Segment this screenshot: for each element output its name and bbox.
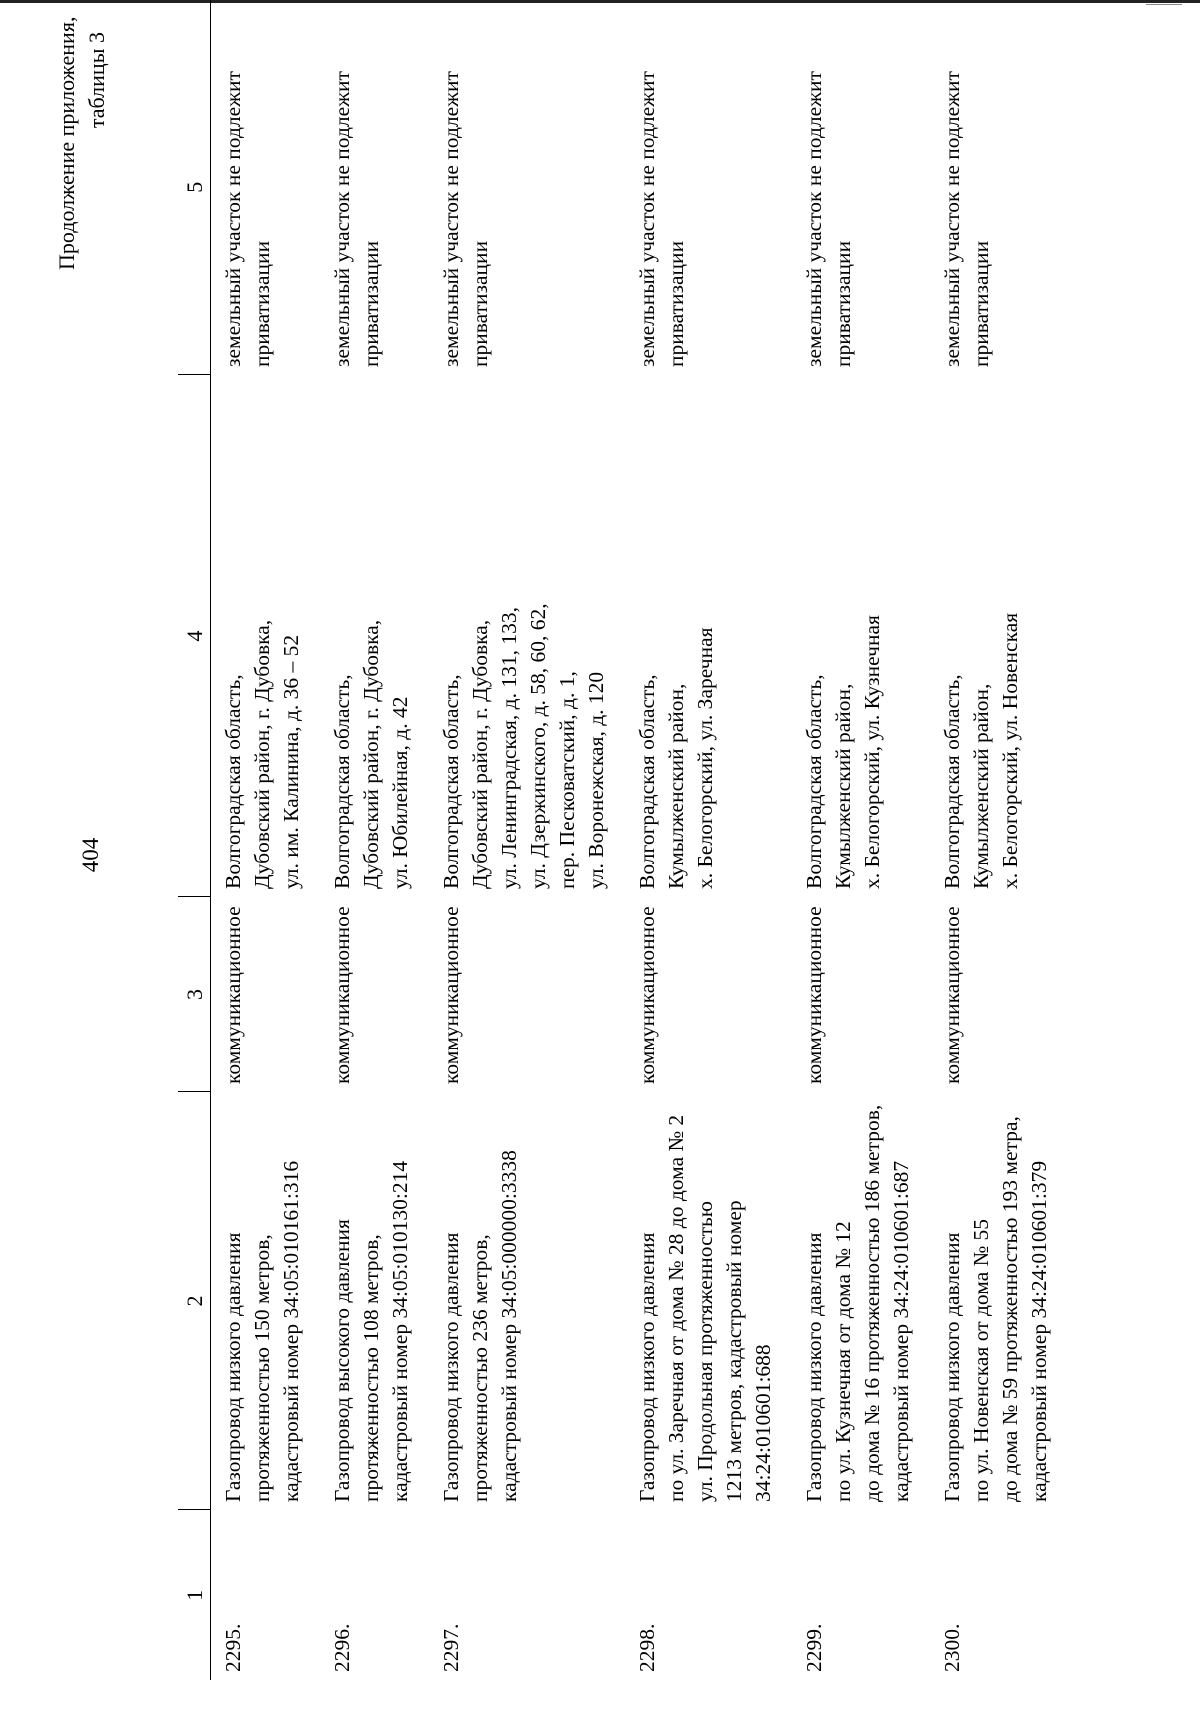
object-name-line: по ул. Заречная от дома № 28 до дома № 2 — [664, 1114, 688, 1502]
object-purpose: коммуникационное — [940, 906, 964, 1084]
object-note-line: приватизации — [250, 240, 274, 367]
object-note-line: земельный участок не подлежит — [940, 71, 964, 367]
continuation-line-2: таблицы 3 — [84, 32, 109, 129]
object-address-line: Дубовский район, г. Дубовка, — [468, 619, 492, 889]
object-name-line: Газопровод низкого давления — [635, 1232, 659, 1502]
object-name — [211, 1092, 321, 1510]
object-name-line: Газопровод низкого давления — [802, 1232, 826, 1502]
object-name — [930, 1092, 1068, 1510]
object-note-line: приватизации — [664, 240, 688, 367]
object-note-line: земельный участок не подлежит — [439, 71, 463, 367]
object-address-line: ул. Юбилейная, д. 42 — [388, 696, 412, 889]
object-note-line: земельный участок не подлежит — [330, 71, 354, 367]
table-row — [792, 0, 930, 1680]
object-name-line: Газопровод высокого давления — [330, 1219, 354, 1502]
object-address — [625, 375, 792, 897]
object-note-line: земельный участок не подлежит — [221, 71, 245, 367]
object-note-line: земельный участок не подлежит — [802, 71, 826, 367]
object-name-line: по ул. Кузнечная от дома № 12 — [831, 1221, 855, 1502]
object-address-line: Кумылженский район, — [831, 683, 855, 889]
object-note — [211, 0, 321, 375]
object-address — [211, 375, 321, 897]
column-header-1: 1 — [178, 1510, 211, 1680]
object-note — [792, 0, 930, 375]
object-address-line: х. Белогорский, ул. Новенская — [998, 612, 1022, 889]
table-row — [429, 0, 625, 1680]
object-purpose: коммуникационное — [635, 906, 659, 1084]
column-header-5: 5 — [178, 0, 211, 375]
object-address-line: ул. Дзержинского, д. 58, 60, 62, — [526, 603, 550, 889]
object-name-line: кадастровый номер 34:05:010130:214 — [388, 1160, 412, 1502]
object-purpose: коммуникационное — [439, 906, 463, 1084]
object-name-line: кадастровый номер 34:24:010601:379 — [1027, 1160, 1051, 1502]
object-name-line: Газопровод низкого давления — [940, 1232, 964, 1502]
object-name-line: Газопровод низкого давления — [221, 1232, 245, 1502]
object-note-line: приватизации — [359, 240, 383, 367]
table-header-row — [178, 0, 211, 1680]
column-header-4: 4 — [178, 375, 211, 897]
object-purpose: коммуникационное — [221, 906, 245, 1084]
object-note — [625, 0, 792, 375]
object-note — [320, 0, 429, 375]
object-note-line: приватизации — [468, 240, 492, 367]
object-address — [429, 375, 625, 897]
object-name-line: по ул. Новенская от дома № 55 — [969, 1218, 993, 1502]
object-address-line: х. Белогорский, ул. Кузнечная — [860, 615, 884, 889]
object-name — [320, 1092, 429, 1510]
table-row — [930, 0, 1068, 1680]
object-name-line: 34:24:010601:688 — [751, 1344, 775, 1502]
page-number: 404 — [78, 837, 103, 873]
object-address-line: Волгоградская область, — [802, 674, 826, 889]
object-address — [320, 375, 429, 897]
object-address-line: Волгоградская область, — [940, 674, 964, 889]
object-address — [930, 375, 1068, 897]
object-address-line: ул. Ленинградская, д. 131, 133, — [497, 607, 521, 889]
object-name-line: кадастровый номер 34:05:000000:3338 — [497, 1150, 521, 1502]
object-address-line: ул. Воронежская, д. 120 — [584, 671, 608, 889]
row-number: 2297. — [439, 1623, 463, 1672]
object-name — [625, 1092, 792, 1510]
object-name-line: Газопровод низкого давления — [439, 1232, 463, 1502]
object-note — [429, 0, 625, 375]
object-purpose: коммуникационное — [330, 906, 354, 1084]
object-name-line: до дома № 59 протяженностью 193 метра, — [998, 1116, 1022, 1502]
object-name — [429, 1092, 625, 1510]
table-row — [625, 0, 792, 1680]
object-name-line: протяженностью 236 метров, — [468, 1234, 492, 1502]
object-name-line: кадастровый номер 34:05:010161:316 — [279, 1160, 303, 1502]
object-address-line: Кумылженский район, — [664, 683, 688, 889]
table-row — [320, 0, 429, 1680]
object-address — [792, 375, 930, 897]
object-address-line: Кумылженский район, — [969, 683, 993, 889]
column-header-2: 2 — [178, 1092, 211, 1510]
object-name-line: протяженностью 150 метров, — [250, 1234, 274, 1502]
table-body — [211, 0, 1069, 1680]
object-note-line: приватизации — [831, 240, 855, 367]
object-address-line: Волгоградская область, — [221, 674, 245, 889]
object-address-line: пер. Песковатский, д. 1, — [555, 671, 579, 889]
object-note-line: земельный участок не подлежит — [635, 71, 659, 367]
object-name-line: до дома № 16 протяженностью 186 метров, — [860, 1104, 884, 1502]
object-note-line: приватизации — [969, 240, 993, 367]
row-number: 2295. — [221, 1623, 245, 1672]
object-name — [792, 1092, 930, 1510]
object-name-line: 1213 метров, кадастровый номер — [722, 1200, 746, 1502]
object-name-line: ул. Продольная протяженностью — [693, 1201, 717, 1502]
object-address-line: Волгоградская область, — [635, 674, 659, 889]
object-address-line: х. Белогорский, ул. Заречная — [693, 627, 717, 889]
column-header-3: 3 — [178, 897, 211, 1092]
object-address-line: Волгоградская область, — [330, 674, 354, 889]
table-row — [211, 0, 321, 1680]
object-address-line: ул. им. Калинина, д. 36 – 52 — [279, 634, 303, 889]
object-address-line: Дубовский район, г. Дубовка, — [250, 619, 274, 889]
object-name-line: протяженностью 108 метров, — [359, 1234, 383, 1502]
row-number: 2298. — [635, 1623, 659, 1672]
continuation-note — [52, 16, 112, 270]
row-number: 2296. — [330, 1623, 354, 1672]
object-address-line: Волгоградская область, — [439, 674, 463, 889]
row-number: 2299. — [802, 1623, 826, 1672]
continuation-line-1: Продолжение приложения, — [54, 16, 79, 270]
row-number: 2300. — [940, 1623, 964, 1672]
object-name-line: кадастровый номер 34:24:010601:687 — [889, 1160, 913, 1502]
register-table — [178, 0, 1068, 1680]
object-note — [930, 0, 1068, 375]
object-address-line: Дубовский район, г. Дубовка, — [359, 619, 383, 889]
object-purpose: коммуникационное — [802, 906, 826, 1084]
